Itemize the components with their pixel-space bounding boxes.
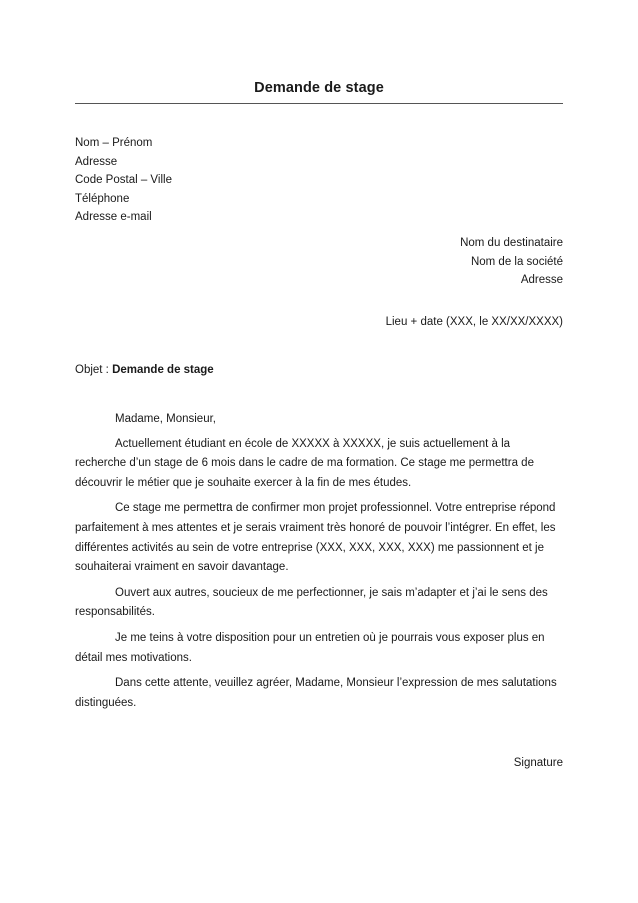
body-paragraph: Actuellement étudiant en école de XXXXX à XXXXX, je suis actuellement à la recherche d’un stage de 6 mois dans le cadre de ma formation. Ce stage me permettra de découvrir le métier que je souhaite exercer à la fin de mes études.: [75, 437, 534, 489]
sender-address: Adresse: [75, 155, 118, 168]
recipient-company: Nom de la société: [470, 255, 563, 268]
subject-value: Demande de stage: [112, 364, 214, 376]
recipient-block: [460, 234, 563, 290]
salutation: Madame, Monsieur,: [115, 413, 216, 425]
body-paragraph: Je me teins à votre disposition pour un entretien où je pourrais vous exposer plus en détail mes motivations.: [75, 631, 545, 664]
sender-name: Nom – Prénom: [75, 137, 153, 149]
body-paragraph: Ouvert aux autres, soucieux de me perfectionner, je sais m’adapter et j’ai le sens des responsabilités.: [75, 586, 548, 619]
sender-postal-city: Code Postal – Ville: [75, 174, 172, 186]
place-date-line: Lieu + date (XXX, le XX/XX/XXXX): [385, 316, 563, 328]
recipient-address: Adresse: [520, 274, 563, 286]
sender-block: [75, 134, 172, 227]
sender-phone: Téléphone: [75, 192, 130, 205]
recipient-name: Nom du destinataire: [460, 237, 563, 249]
sender-email: Adresse e-mail: [75, 211, 152, 223]
document-title: Demande de stage: [254, 80, 384, 96]
body-paragraph: Dans cette attente, veuillez agréer, Madame, Monsieur l’expression de mes salutations distinguées.: [75, 677, 557, 709]
signature: Signature: [513, 757, 563, 769]
subject-line: [75, 364, 214, 376]
title-underline: [75, 103, 563, 104]
body-paragraph: Ce stage me permettra de confirmer mon projet professionnel. Votre entreprise répond parfaitement à mes attentes et je serais vraiment très honoré de pouvoir l’intégrer. En effet, les différentes activités au sein de votre entreprise (XXX, XXX, XXX, XXX) me passionnent et je souhaiterai vraiment en savoir davantage.: [75, 502, 556, 574]
letter-body: [75, 410, 563, 719]
subject-label: Objet :: [75, 364, 113, 376]
